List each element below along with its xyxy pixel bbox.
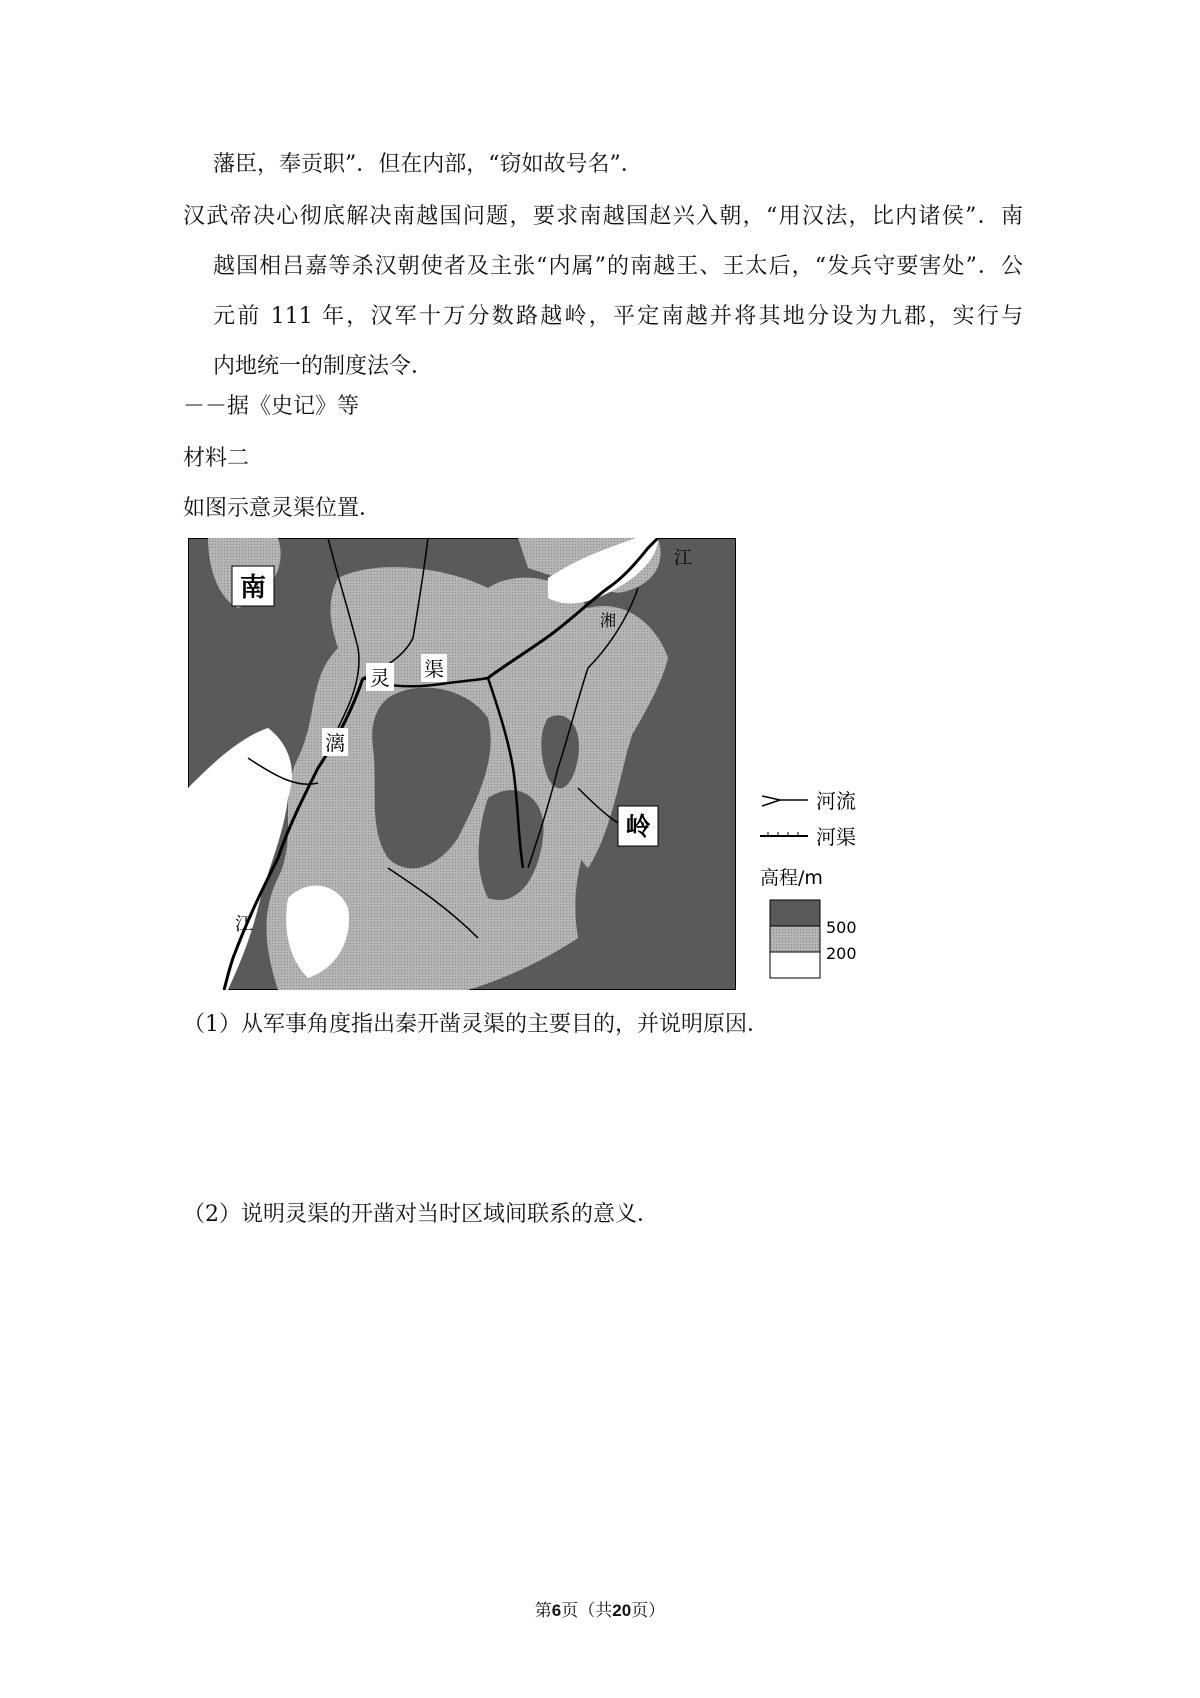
page-footer [0,1599,1200,1623]
map-label-lingqu-2: 渠 [424,657,444,681]
map-label-nan: 南 [239,573,267,603]
legend-river-symbol [762,796,808,800]
map-label-ling: 岭 [625,812,651,841]
legend-elevation-title: 高程/m [760,867,823,889]
legend-low-swatch [770,952,820,978]
material-heading: 材料二 [183,446,250,471]
legend-canal-label: 河渠 [816,825,856,849]
figure-caption: 如图示意灵渠位置． [183,496,382,521]
map-label-jiang-top: 江 [674,548,692,569]
question-2: （2）说明灵渠的开凿对当时区域间联系的意义． [183,1202,659,1227]
map-legend [758,782,888,982]
legend-river-label: 河流 [816,789,856,813]
question-1: （1）从军事角度指出秦开凿灵渠的主要目的，并说明原因． [183,1012,769,1037]
footer-total-pages: 20 [612,1601,632,1620]
legend-mid-swatch [770,926,820,952]
paragraph-line: 内地统一的制度法令． [213,354,434,379]
footer-middle: 页（共 [561,1601,613,1621]
paragraph-line: 藩臣，奉贡职”．但在内部，“窃如故号名”． [213,152,643,177]
map-label-lingqu-1: 灵 [370,666,390,690]
map-label-jiang-bottom: 江 [235,914,253,935]
footer-prefix: 第 [534,1601,552,1621]
legend-high-swatch [770,900,820,926]
map-label-xiang: 湘 [599,611,617,630]
paragraph-line: 越国相吕嘉等杀汉朝使者及主张“内属”的南越王、王太后，“发兵守要害处”．公 [213,254,1023,279]
map-label-li: 漓 [325,731,345,755]
source-citation: －－据《史记》等 [183,394,360,419]
footer-suffix: 页） [631,1601,666,1621]
footer-page-number: 6 [551,1601,562,1620]
lingqu-map [188,538,736,990]
paragraph-line: 汉武帝决心彻底解决南越国问题，要求南越国赵兴入朝，“用汉法，比内诸侯”．南 [183,204,1023,229]
paragraph-line: 元前 111 年，汉军十万分数路越岭，平定南越并将其地分设为九郡，实行与 [213,304,1023,329]
legend-level-500: 500 [826,918,857,937]
legend-level-200: 200 [826,944,857,963]
